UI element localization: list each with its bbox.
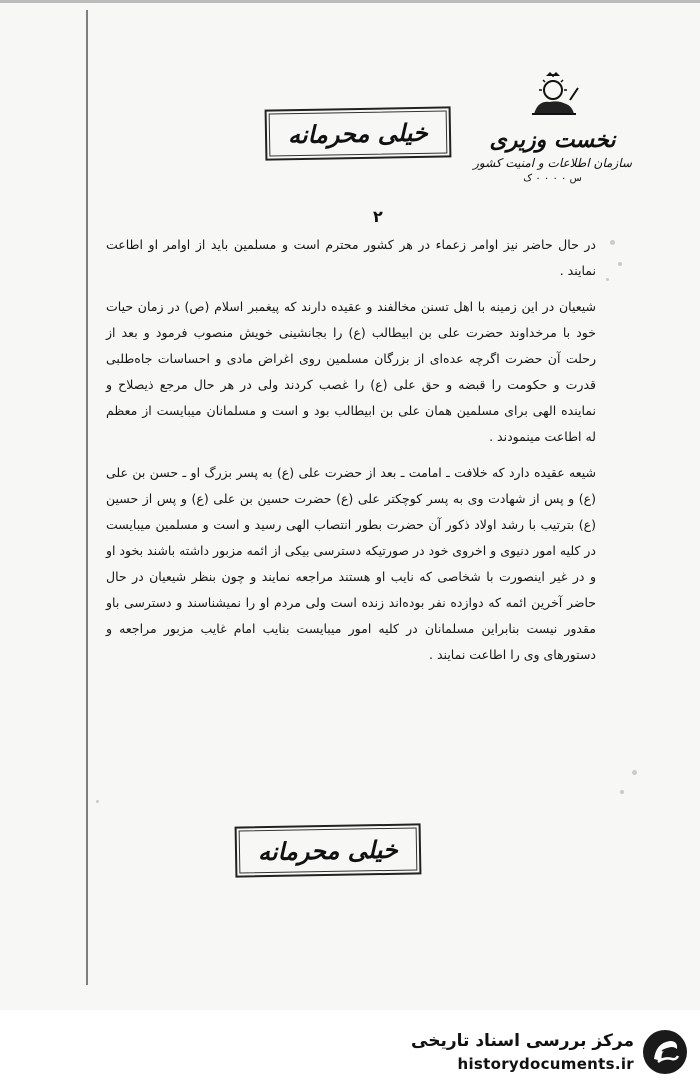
watermark-text [411, 1029, 634, 1075]
organization-subtitle: سازمان اطلاعات و امنیت کشور [473, 156, 632, 170]
page-number: ۲ [373, 207, 383, 226]
scan-speckle [96, 800, 99, 803]
scan-speckle [618, 262, 622, 266]
page-binding-line [86, 10, 88, 985]
paragraph: شیعه عقیده دارد که خلافت ـ امامت ـ بعد از حضرت علی (ع) به پسر بزرگ او ـ حسن بن علی (ع) و پس از شهادت وی به پسر کوچکتر علی (ع) حضرت حسین بن علی (ع) و پس از حسین (ع) بترتیب با رشد اولاد ذکور آن حضرت بطور انتصاب الهی رسید و است و مسلمین میبایست در کلیه امور دنیوی و اخروی خود در صورتیکه دسترسی بیکی از ائمه مزبور داشته باشند بخود او و در غیر اینصورت با شخاصی که نایب او هستند مراجعه نمایند و چون بنظر شیعیان در حال حاضر آخرین ائمه که دوازده نفر بوده‌اند زنده است ولی مردم او را نمیشناسند و دسترسی باو مقدور نیست بنابراین مسلمانان در کلیه امور میبایست بنایب امام غایب مزبور مراجعه و دستورهای وی را اطاعت نمایند . [106, 465, 596, 662]
paragraph: شیعیان در این زمینه با اهل تسنن مخالفند و عقیده دارند که پیغمبر اسلام (ص) در زمان حیات خود با مرخداوند حضرت علی بن ابیطالب (ع) را بجانشینی خویش منصوب فرمود و بعد از رحلت آن حضرت اگرچه عده‌ای از بزرگان مسلمین روی اغراض مادی و احساسات جاه‌طلبی قدرت و حکومت را قبضه و حق علی (ع) را غصب کردند ولی در هر حال مرجع ذیصلاح و نماینده الهی برای مسلمین همان علی بن ابیطالب بود و است و مسلمانان میبایست از معظم له اطاعت مینمودند . [106, 299, 596, 444]
document-reference: س ۰ ۰ ۰ ۰ ک [523, 173, 582, 184]
stamp-text: خیلی محرمانه [269, 110, 447, 156]
lion-and-sun-emblem-icon [524, 70, 582, 120]
scan-speckle [606, 278, 609, 281]
document-body [106, 232, 596, 678]
watermark-url: historydocuments.ir [457, 1055, 634, 1073]
stamp-text: خیلی محرمانه [239, 827, 417, 873]
scan-speckle [632, 770, 637, 775]
classification-stamp-top [265, 106, 452, 160]
scroll-logo-icon [642, 1029, 688, 1075]
source-watermark [411, 1022, 688, 1082]
classification-stamp-bottom [235, 823, 422, 877]
watermark-title: مرکز بررسی اسناد تاریخی [411, 1031, 634, 1051]
scan-edge [0, 0, 700, 3]
letterhead [465, 70, 640, 186]
organization-title: نخست وزیری [489, 127, 616, 153]
scan-speckle [620, 790, 624, 794]
scan-speckle [610, 240, 615, 245]
paragraph: در حال حاضر نیز اوامر زعماء در هر کشور محترم است و مسلمین باید از اوامر او اطاعت نمایند . [106, 237, 596, 278]
